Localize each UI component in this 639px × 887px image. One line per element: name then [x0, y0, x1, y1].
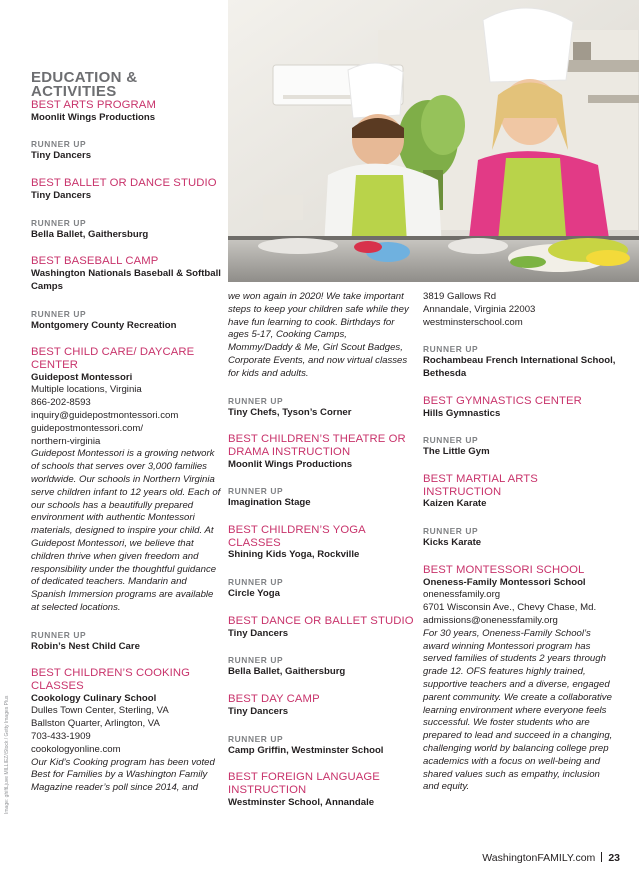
winner-name: Tiny Dancers: [228, 627, 289, 639]
contact-website-path: northern-virginia: [31, 435, 101, 447]
runner-up-name: Camp Griffin, Westminster School: [228, 744, 384, 756]
contact-phone: 703-433-1909: [31, 731, 91, 743]
runner-up-label: RUNNER UP: [423, 344, 479, 355]
runner-up-name: Imagination Stage: [228, 497, 311, 509]
award-best-ballet: BEST BALLET OR DANCE STUDIO: [31, 177, 217, 190]
runner-up-name: Bella Ballet, Gaithersburg: [31, 228, 149, 240]
winner-name: Guidepost Montessori: [31, 371, 133, 383]
runner-up-name: Tiny Dancers: [31, 150, 92, 162]
runner-up-name: Tiny Chefs, Tyson’s Corner: [228, 406, 352, 418]
winner-name: Moonlit Wings Productions: [228, 458, 353, 470]
runner-up-label: RUNNER UP: [228, 577, 284, 588]
award-best-dance-studio: BEST DANCE OR BALLET STUDIO: [228, 614, 414, 627]
runner-up-label: RUNNER UP: [31, 139, 87, 150]
award-best-day-camp: BEST DAY CAMP: [228, 693, 320, 706]
runner-up-name: Circle Yoga: [228, 588, 280, 600]
runner-up-label: RUNNER UP: [423, 435, 479, 446]
page-footer: [482, 852, 620, 864]
section-title: EDUCATION & ACTIVITIES: [31, 69, 138, 100]
award-best-theatre: BEST CHILDREN’S THEATRE OR DRAMA INSTRUCTION: [228, 433, 406, 458]
winner-name: Washington Nationals Baseball & Softball Camps: [31, 267, 221, 292]
runner-up-label: RUNNER UP: [228, 486, 284, 497]
winner-name: Hills Gymnastics: [423, 407, 501, 419]
runner-up-label: RUNNER UP: [228, 395, 284, 406]
award-best-child-care: BEST CHILD CARE/ DAYCARE CENTER: [31, 346, 195, 371]
award-best-arts-program: BEST ARTS PROGRAM: [31, 99, 156, 111]
hero-photo-kids-cooking: [228, 0, 639, 282]
description: we won again in 2020! We take important steps to keep your children safe while they have fun learning to cook. Birthdays for ages 5-17, Cooking Camps, Mommy/Daddy & Me, Girl Scout Badges, Corporate Events, and now virtual classes for kids and adults.: [228, 291, 409, 379]
contact-address: 6701 Wisconsin Ave., Chevy Chase, Md.: [423, 602, 597, 614]
award-best-foreign-language: BEST FOREIGN LANGUAGE INSTRUCTION: [228, 771, 380, 796]
contact-website: westminsterschool.com: [423, 316, 523, 328]
award-best-martial-arts: BEST MARTIAL ARTS INSTRUCTION: [423, 473, 538, 498]
runner-up-name: The Little Gym: [423, 446, 490, 458]
description: Guidepost Montessori is a growing network of schools that serves over 3,000 families worldwide. Our schools in Northern Virginia serve children infant to 12 years old. Each of our schools has a beautifully prepared environment with authentic Montessori materials, designed to inspire your child. At Guidepost Montessori, we believe that children thrive when given freedom and responsibility under the thoughtful guidance of dedicated teachers. Mandarin and Spanish Immersion programs are available at selected locations.: [31, 448, 221, 613]
contact-line: Ballston Quarter, Arlington, VA: [31, 718, 160, 730]
winner-name: Westminster School, Annandale: [228, 796, 375, 808]
contact-website: onenessfamily.org: [423, 589, 501, 601]
winner-name: Moonlit Wings Productions: [31, 111, 156, 123]
award-best-cooking-classes: BEST CHILDREN’S COOKING CLASSES: [31, 667, 191, 693]
contact-city: Annandale, Virginia 22003: [423, 303, 536, 315]
contact-line: Multiple locations, Virginia: [31, 384, 142, 396]
contact-website: guidepostmontessori.com/: [31, 422, 143, 434]
runner-up-label: RUNNER UP: [423, 526, 479, 537]
page-number: 23: [608, 852, 620, 864]
column-1: [31, 99, 221, 795]
runner-up-name: Montgomery County Recreation: [31, 319, 177, 331]
runner-up-label: RUNNER UP: [228, 733, 284, 744]
winner-name: Oneness-Family Montessori School: [423, 576, 586, 588]
column-2: [228, 291, 414, 809]
runner-up-name: Kicks Karate: [423, 537, 482, 549]
photo-credit: Image: ghiftLjuve MILLIEZ/iStock / Getty Images Plus: [4, 695, 10, 814]
description: Our Kid’s Cooking program has been voted Best for Families by a Washington Family Magazine reader’s poll since 2014, and: [31, 756, 215, 794]
runner-up-name: Rochambeau French International School, Bethesda: [423, 355, 616, 380]
winner-name: Shining Kids Yoga, Rockville: [228, 549, 360, 561]
runner-up-label: RUNNER UP: [31, 308, 87, 319]
contact-email: admissions@onenessfamily.org: [423, 614, 558, 626]
description: For 30 years, Oneness-Family School’s award winning Montessori program has served families of students 2 years through grade 12. OFS features highly trained, supportive teachers and a diverse, engaged parent community. We create a collaborative learning environment where everyone feels successful. We foster students who are prepared to lead and succeed in a changing, challenging world by balancing college prep academics with a focus on well-being and shared values such as empathy, inclusion and equity.: [423, 627, 613, 793]
contact-line: Dulles Town Center, Sterling, VA: [31, 705, 169, 717]
column-3: [423, 291, 618, 794]
footer-site: WashingtonFAMILY.com: [482, 852, 596, 864]
contact-phone: 866-202-8593: [31, 397, 91, 409]
runner-up-name: Robin’s Nest Child Care: [31, 640, 140, 652]
winner-name: Tiny Dancers: [228, 705, 289, 717]
contact-address: 3819 Gallows Rd: [423, 291, 497, 302]
runner-up-label: RUNNER UP: [31, 217, 87, 228]
award-best-yoga: BEST CHILDREN’S YOGA CLASSES: [228, 524, 366, 549]
runner-up-label: RUNNER UP: [31, 629, 87, 640]
contact-website: cookologyonline.com: [31, 743, 121, 755]
winner-name: Tiny Dancers: [31, 189, 92, 201]
winner-name: Cookology Culinary School: [31, 692, 157, 704]
winner-name: Kaizen Karate: [423, 498, 487, 510]
award-best-gymnastics: BEST GYMNASTICS CENTER: [423, 394, 582, 407]
award-best-baseball-camp: BEST BASEBALL CAMP: [31, 255, 159, 268]
award-best-montessori: BEST MONTESSORI SCHOOL: [423, 563, 585, 576]
contact-email: inquiry@guidepostmontessori.com: [31, 409, 179, 421]
runner-up-label: RUNNER UP: [228, 655, 284, 666]
footer-divider: [601, 852, 602, 862]
runner-up-name: Bella Ballet, Gaithersburg: [228, 666, 346, 678]
